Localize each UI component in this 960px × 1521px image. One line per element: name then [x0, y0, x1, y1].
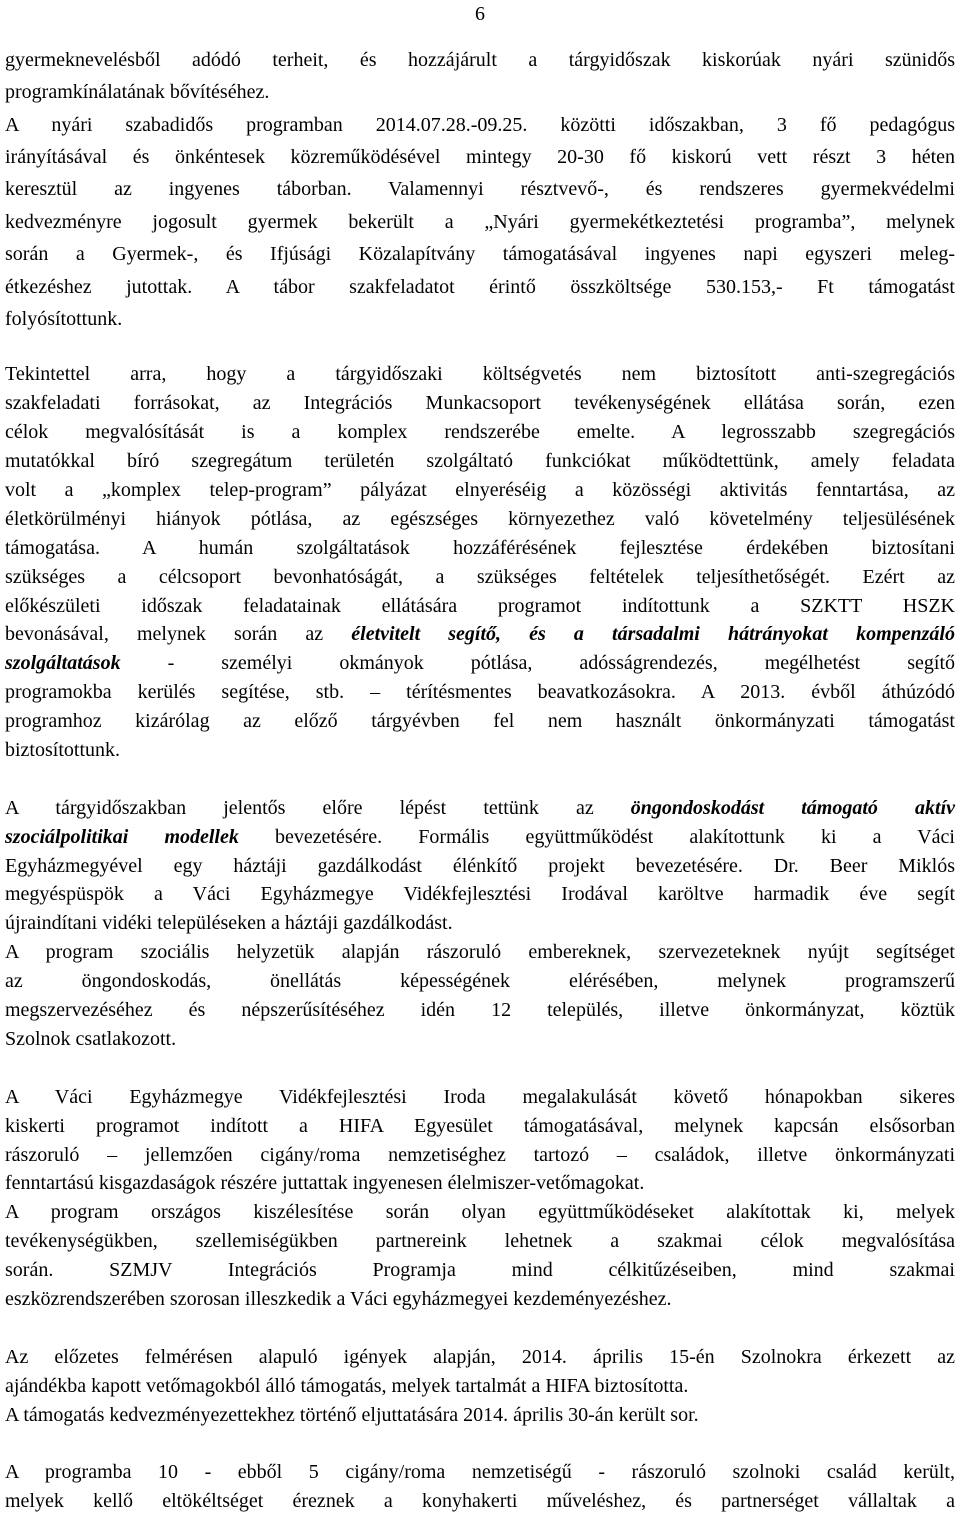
emphasis-text: életvitelt segítő, és a társadalmi hátrányokat kompenzáló [351, 623, 955, 646]
text-segment: programokba kerülés segítése, stb. – térítésmentes beavatkozásokra. A 2013. évből áthúzódó [5, 681, 955, 704]
text-line [5, 271, 955, 303]
text-line [5, 206, 955, 238]
text-segment: megyéspüspök a Váci Egyházmegye Vidékfejlesztési Irodával karöltve harmadik éve segít [5, 883, 955, 906]
text-line [5, 418, 955, 447]
text-line [5, 996, 955, 1025]
paragraph [5, 1343, 955, 1401]
text-line [5, 389, 955, 418]
paragraph [5, 109, 955, 336]
paragraph [5, 1083, 955, 1199]
paragraph [5, 360, 955, 764]
text-segment: melyek kellő eltökéltséget éreznek a konyhakerti műveléshez, és partnerséget vállaltak a [5, 1490, 955, 1513]
paragraph [5, 1198, 955, 1314]
text-segment: A nyári szabadidős programban 2014.07.28.-09.25. közötti időszakban, 3 fő pedagógus [5, 113, 955, 136]
text-segment: során. SZMJV Integrációs Programja mind célkitűzéseiben, mind szakmai [5, 1259, 955, 1282]
text-line [5, 1458, 955, 1487]
page-number: 6 [475, 3, 485, 25]
text-segment: szükséges a célcsoport bevonhatóságát, a szükséges feltételek teljesíthetőségét. Ezért az [5, 565, 955, 588]
text-block [5, 44, 955, 336]
text-line [5, 1025, 955, 1054]
text-line [5, 447, 955, 476]
text-line [5, 1343, 955, 1372]
text-line [5, 1487, 955, 1516]
text-block [5, 794, 955, 1054]
text-line [5, 1401, 955, 1430]
text-line [5, 1198, 955, 1227]
document-body [5, 44, 955, 1516]
text-segment: Tekintettel arra, hogy a tárgyidőszaki költségvetés nem biztosított anti-szegregációs [5, 363, 955, 386]
paragraph [5, 1458, 955, 1516]
text-segment: ajándékba kapott vetőmagokból álló támogatás, melyek tartalmát a HIFA biztosította. [5, 1374, 689, 1397]
text-block [5, 1083, 955, 1314]
text-line [5, 1372, 955, 1401]
paragraph [5, 794, 955, 938]
text-line [5, 109, 955, 141]
text-segment: Egyházmegyével egy háztáji gazdálkodást élénkítő projekt bevezetésére. Dr. Beer Miklós [5, 854, 955, 877]
text-segment: kiskerti programot indított a HIFA Egyesület támogatásával, melynek kapcsán elsősorban [5, 1114, 955, 1137]
text-segment: étkezéshez jutottak. A tábor szakfeladatot érintő összköltsége 530.153,- Ft támogatást [5, 275, 955, 298]
emphasis-text: szolgáltatások [5, 652, 121, 675]
text-segment: az öngondoskodás, önellátás képességének elérésében, melynek programszerű [5, 970, 955, 993]
text-segment: bevezetésére. Formális együttműködést alakítottunk ki a Váci [238, 825, 955, 848]
text-segment: életkörülményi hiányok pótlása, az egészséges környezethez való követelmény teljesülésének [5, 507, 955, 530]
text-line [5, 736, 955, 765]
text-segment: előkészületi időszak feladatainak ellátására programot indítottunk a SZKTT HSZK [5, 594, 955, 617]
text-line [5, 909, 955, 938]
text-line [5, 1169, 955, 1198]
text-segment: rászoruló – jellemzően cigány/roma nemzetiséghez tartozó – családok, illetve önkormányzati [5, 1143, 955, 1166]
text-segment: gyermeknevelésből adódó terheit, és hozzájárult a tárgyidőszak kiskorúak nyári szünidős [5, 48, 955, 71]
text-line [5, 476, 955, 505]
text-line [5, 1112, 955, 1141]
text-segment: programhoz kizárólag az előző tárgyévben fel nem használt önkormányzati támogatást [5, 710, 955, 733]
text-segment: megszervezéséhez és népszerűsítéséhez idén 12 település, illetve önkormányzat, köztük [5, 999, 955, 1022]
text-segment: folyósítottunk. [5, 307, 123, 330]
text-block [5, 1343, 955, 1430]
text-segment: A program országos kiszélesítése során olyan együttműködéseket alakítottak ki, melyek [5, 1201, 955, 1224]
text-line [5, 1141, 955, 1170]
text-line [5, 505, 955, 534]
paragraph [5, 44, 955, 109]
text-segment: Szolnok csatlakozott. [5, 1027, 177, 1050]
text-segment: A programba 10 - ebből 5 cigány/roma nemzetiségű - rászoruló szolnoki család került, [5, 1461, 955, 1484]
text-line [5, 173, 955, 205]
text-line [5, 823, 955, 852]
text-segment: A támogatás kedvezményezettekhez történő eljuttatására 2014. április 30-án került sor. [5, 1403, 699, 1426]
text-line [5, 76, 955, 108]
text-segment: A program szociális helyzetük alapján rászoruló embereknek, szervezeteknek nyújt segítséget [5, 941, 955, 964]
text-line [5, 794, 955, 823]
text-segment: - személyi okmányok pótlása, adósságrendezés, megélhetést segítő [120, 652, 955, 675]
emphasis-text: szociálpolitikai modellek [5, 825, 239, 848]
text-segment: Az előzetes felmérésen alapuló igények alapján, 2014. április 15-én Szolnokra érkezett az [5, 1345, 955, 1368]
text-segment: programkínálatának bővítéséhez. [5, 81, 270, 104]
text-segment: volt a „komplex telep-program” pályázat elnyeréséig a közösségi aktivitás fenntartása, az [5, 479, 955, 502]
text-line [5, 1256, 955, 1285]
text-segment: újraindítani vidéki településeken a háztáji gazdálkodást. [5, 912, 453, 935]
text-segment: kedvezményre jogosult gyermek bekerült a „Nyári gyermekétkeztetési programba”, melynek [5, 210, 955, 233]
text-line [5, 1285, 955, 1314]
text-segment: biztosítottunk. [5, 739, 120, 762]
text-segment: keresztül az ingyenes táborban. Valamennyi résztvevő-, és rendszeres gyermekvédelmi [5, 178, 955, 201]
text-line [5, 1083, 955, 1112]
text-segment: A Váci Egyházmegye Vidékfejlesztési Iroda megalakulását követő hónapokban sikeres [5, 1085, 955, 1108]
text-line [5, 852, 955, 881]
text-line [5, 678, 955, 707]
text-line [5, 1227, 955, 1256]
text-segment: tevékenységükben, szellemiségükben partnereink lehetnek a szakmai célok megvalósítása [5, 1230, 955, 1253]
text-line [5, 44, 955, 76]
text-line [5, 967, 955, 996]
text-segment: bevonásával, melynek során az [5, 623, 352, 646]
text-segment: során a Gyermek-, és Ifjúsági Közalapítvány támogatásával ingyenes napi egyszeri meleg- [5, 243, 955, 266]
text-block [5, 360, 955, 764]
text-line [5, 620, 955, 649]
text-segment: célok megvalósítását is a komplex rendszerébe emelte. A legrosszabb szegregációs [5, 421, 955, 444]
text-line [5, 649, 955, 678]
paragraph [5, 1401, 955, 1430]
text-line [5, 534, 955, 563]
text-line [5, 938, 955, 967]
text-segment: A tárgyidőszakban jelentős előre lépést tettünk az [5, 796, 631, 819]
text-line [5, 303, 955, 335]
text-segment: eszközrendszerében szorosan illeszkedik a Váci egyházmegyei kezdeményezéshez. [5, 1287, 672, 1310]
text-block [5, 1458, 955, 1516]
text-segment: szakfeladati forrásokat, az Integrációs Munkacsoport tevékenységének ellátása során, ezen [5, 392, 955, 415]
text-segment: mutatókkal bíró szegregátum területén szolgáltató funkciókat működtettünk, amely feladata [5, 450, 955, 473]
text-line [5, 238, 955, 270]
text-line [5, 360, 955, 389]
emphasis-text: öngondoskodást támogató aktív [630, 796, 956, 819]
text-line [5, 880, 955, 909]
text-segment: irányításával és önkéntesek közreműködésével mintegy 20-30 fő kiskorú vett részt 3 héten [5, 145, 955, 168]
text-segment: támogatása. A humán szolgáltatások hozzáférésének fejlesztése érdekében biztosítani [5, 536, 955, 559]
text-line [5, 141, 955, 173]
text-segment: fenntartású kisgazdaságok részére juttattak ingyenesen élelmiszer-vetőmagokat. [5, 1172, 645, 1195]
paragraph [5, 938, 955, 1054]
text-line [5, 592, 955, 621]
text-line [5, 563, 955, 592]
text-line [5, 707, 955, 736]
